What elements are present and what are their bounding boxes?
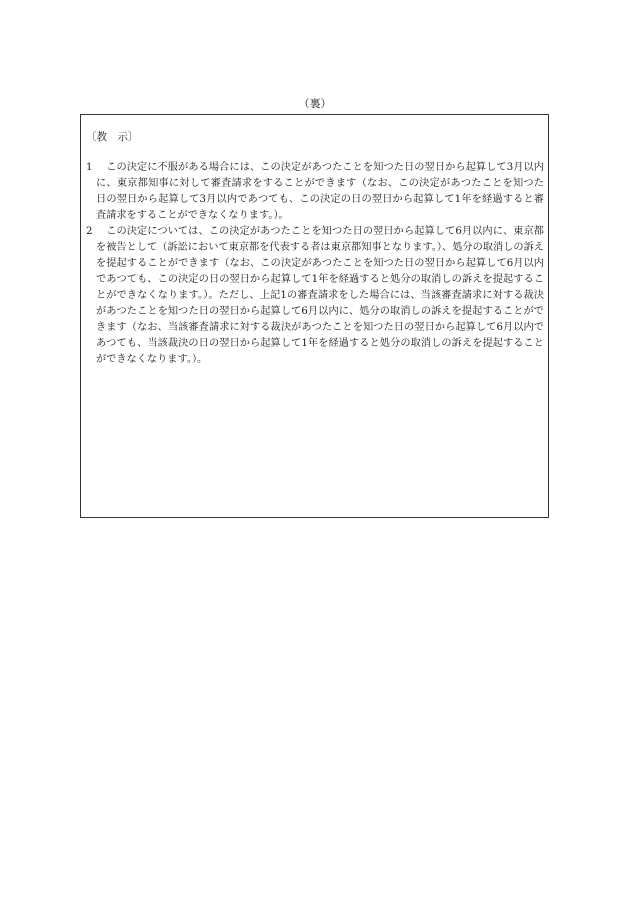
notice-item-text: この決定については、この決定があつたことを知つた日の翌日から起算して6月以内に、東京都を被告として（訴訟において東京都を代表する者は東京都知事となります。）、処分の取消しの訴えを提起することができます（なお、この決定があつたことを知つた日の翌日から起算して6月以内であつても、この決定の日の翌日から起算して1年を経過すると処分の取消しの訴えを提起することができなくなります。）。ただし、上記1の審査請求をした場合には、当該審査請求に対する裁決があつたことを知つた日の翌日から起算して6月以内に、処分の取消しの訴えを提起することができます（なお、当該審査請求に対する裁決があつたことを知つた日の翌日から起算して6月以内であつても、当該裁決の日の翌日から起算して1年を経過すると処分の取消しの訴えを提起することができなくなります。）。 — [96, 226, 544, 365]
notice-item-number: 2 — [86, 226, 93, 237]
page-side-label: （裏） — [298, 97, 332, 110]
notice-title: 〔教 示〕 — [86, 131, 139, 143]
notice-item-number: 1 — [86, 162, 93, 173]
notice-item-1 — [86, 160, 544, 224]
notice-item-2 — [86, 224, 544, 368]
notice-box — [80, 114, 549, 518]
notice-item-text: この決定に不服がある場合には、この決定があつたことを知つた日の翌日から起算して3月以内に、東京都知事に対して審査請求をすることができます（なお、この決定があつたことを知つた日の翌日から起算して3月以内であつても、この決定の日の翌日から起算して1年を経過すると審査請求をすることができなくなります。）。 — [96, 162, 544, 221]
notice-list — [86, 160, 544, 368]
